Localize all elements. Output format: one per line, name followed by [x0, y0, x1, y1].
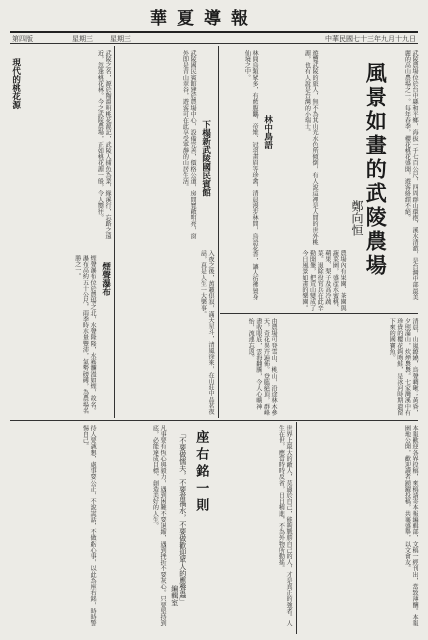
- article1-col-a: 武陵農場位於台中縣和平鄉，海拔一千七百公尺，四周群山環抱，溪水清澈，是台灣中部最美麗的高山農場之一。每年春季，櫻花桃花盛開，遊客絡繹不絕。: [403, 50, 418, 301]
- article2-text-b: 凡事要有恆心與毅力，遇到困難不要退縮，遇到挫折不要灰心。只要堅持到底，必能達成目標，創造美好的人生。: [151, 425, 166, 627]
- article2-author: 編輯室: [170, 585, 179, 606]
- box-left-text: 武陵之名，源於陶淵明桃花源記，武陵人捕魚為業，緣溪行，忘路之遠近，忽逢桃花林。今之武陵農場，正如桃花源一般，令人嚮往。: [96, 50, 111, 240]
- newspaper-title: 華夏導報: [150, 9, 258, 29]
- divider-left: [114, 46, 115, 418]
- divider-bottom: [10, 420, 418, 421]
- sub-top-title: 林中鳥語: [262, 115, 273, 149]
- divider-bottom-right: [296, 422, 297, 634]
- sub-top-text: 林間鳥類眾多，有藍腹鷴、帝雉、冠羽畫眉等珍禽，清晨漫步林間，鳥語花香，讓人彷彿置身仙境之中。: [243, 50, 258, 301]
- article1-col-e: 遊覽武陵的旅人，無不為其山光水色所傾倒，有人說這裡是人間的世外桃源，也有人說是台灣的小瑞士。: [303, 50, 318, 246]
- masthead: [0, 0, 428, 30]
- sub-mid-text: 武陵國民賓館建於農場中心，設備完善，價格公道，房間寬敞明亮，窗外即是青山翠谷，遊客可在此享受寧靜的山居生活。: [181, 50, 196, 240]
- article1-col-c: 清晨，山嵐繚繞，鳥聲啁啾；黃昏，夕照滿山，炊煙裊裊。七家灣溪中有珍貴的櫻花鉤吻鮭，是冰河時期遺留下來的國寶魚。: [388, 318, 418, 416]
- section-label: 第四版: [12, 35, 33, 43]
- bottom-right-text: 本報歡迎各界投稿，來稿請寄本報編輯部，文稿一經刊出，當致薄酬。本報園地公開，歡迎讀者踴躍投稿，共襄盛舉，以文會友。: [403, 425, 418, 627]
- article2-quote: 「不要做懦夫，不要當禍水，不要做歡迎眾人的應聲蟲」: [178, 430, 187, 605]
- weekday-label-2: 星期三: [110, 35, 131, 43]
- divider-center: [218, 46, 219, 418]
- sub-mid-title: 下榻新武陵國民賓館: [200, 120, 211, 197]
- sub-left-title: 煙聲瀑布: [100, 262, 111, 296]
- article2-text-c: 待人要誠懇，處事要公正，不說謊話，不做虧心事，以此為座右銘，時時警惕自己。: [81, 425, 96, 627]
- date-label: 中華民國七十三年九月十九日: [325, 35, 416, 43]
- article1-col-f: 入夜之後，萬籟俱寂，滿天星斗，清風徐來，在山莊中品茗夜話，真是人生一大樂事。: [199, 250, 214, 415]
- article1-author: 鄭向恒: [350, 200, 364, 236]
- article1-col-d: 由農場可登雪山、桃山，沿途林木參天，奇花異卉遍佈。登臨絕頂，群峰盡收眼底，雲海翻騰，令人心曠神怡，流連忘返。: [247, 318, 277, 416]
- divider-top-right: [220, 313, 418, 314]
- sub-left-text: 煙聲瀑布位於農場之北，水聲隆隆，水霧瀰漫如煙，故名。瀑布高約五十公尺，雨季時水量豐沛，氣勢磅礡，為農場名勝之一。: [73, 255, 96, 414]
- box-left-title: 現代的桃花源: [10, 58, 21, 109]
- article2-text-a: 世界上最大的敵人，莫過於自己，能夠戰勝自己的人，才是真正的強者。人生在世，應當時時反省，日日精進，不為外物所動搖。: [277, 425, 292, 627]
- article1-col-b: 農場內有果園、茶園與蔬菜園，盛產水蜜桃、蘋果、梨子及高冷蔬菜。退除役官兵在此辛勤開墾，把荒山變成了今日風景如畫的樂園。: [300, 250, 346, 311]
- masthead-rule: [10, 31, 418, 33]
- article2-title: 座右銘一則: [193, 430, 209, 515]
- weekday-label: 星期三: [72, 35, 93, 43]
- header-divider: [10, 43, 418, 44]
- article1-title: 風景如畫的武陵農場: [363, 62, 389, 278]
